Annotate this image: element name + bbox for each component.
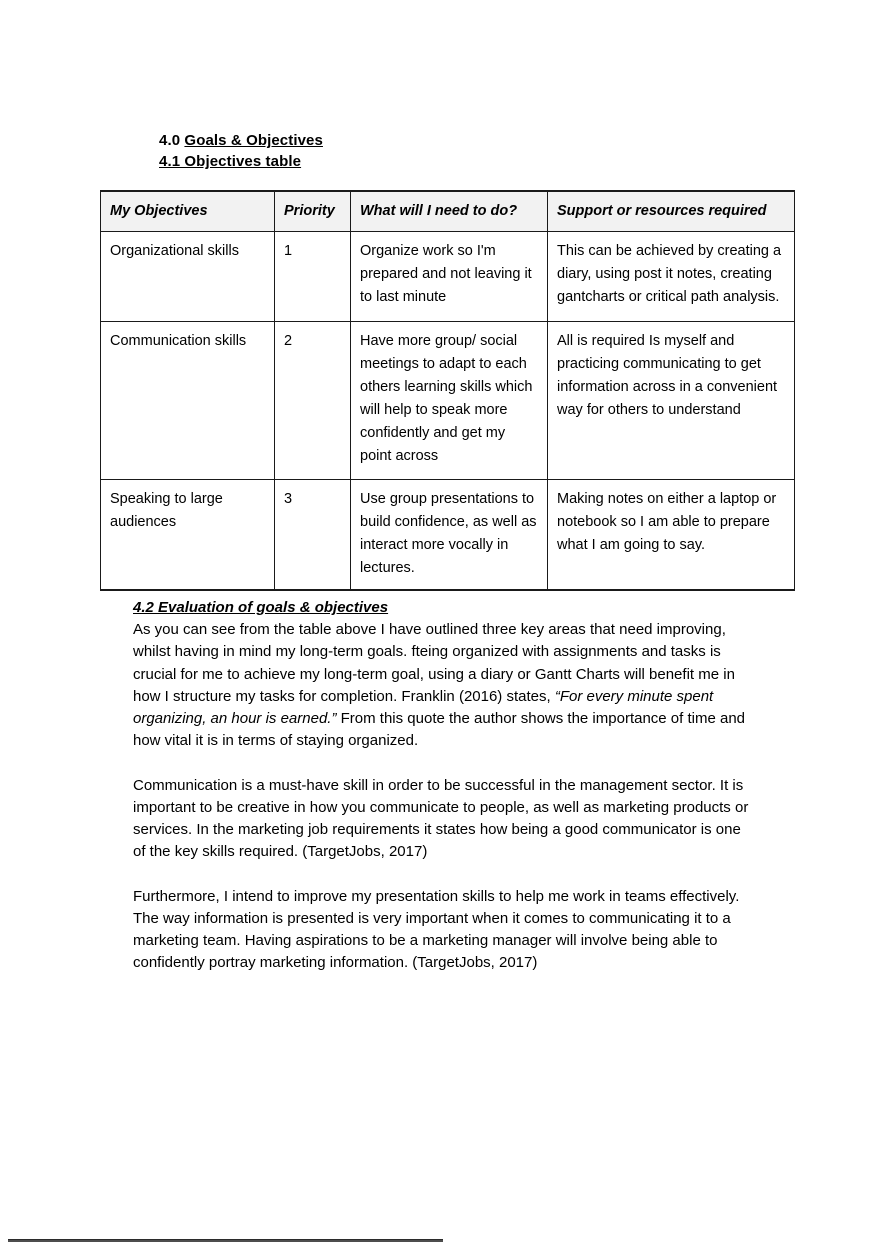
cell-support: Making notes on either a laptop or notebook so I am able to prepare what I am going to say. bbox=[548, 480, 795, 591]
paragraph-1-text-after-quote: From this quote the author shows the importance of time and how vital it is in terms of staying organized. bbox=[133, 710, 746, 750]
section-headings bbox=[159, 130, 323, 172]
cell-support: All is required Is myself and practicing communicating to get information across in a convenient way for others to understand bbox=[548, 322, 795, 480]
objectives-table-body bbox=[101, 232, 795, 591]
evaluation-paragraph-3: Furthermore, I intend to improve my presentation skills to help me work in teams effectively. The way information is presented is very important when it comes to communicating it to a marketing team. Having aspirations to be a marketing manager will involve being able to confidently portray marketing information. (TargetJobs, 2017) bbox=[133, 887, 740, 972]
paragraph-1-text-before-quote: As you can see from the table above I have outlined three key areas that need improving, whilst having in mind my long-term goals. fteing organized with assignments and tasks is crucial for me to achieve my long-term goal, using a diary or Gantt Charts will benefit me in how I structure my tasks for completion. Franklin (2016) states, bbox=[133, 621, 735, 705]
column-header-my-objectives: My Objectives bbox=[101, 191, 275, 232]
heading-4-1: 4.1 Objectives table bbox=[159, 153, 302, 170]
cell-what-to-do: Have more group/ social meetings to adapt to each others learning skills which will help to speak more confidently and get my point across bbox=[351, 322, 548, 480]
cell-priority: 2 bbox=[275, 322, 351, 480]
footer-divider bbox=[8, 1239, 443, 1242]
cell-priority: 3 bbox=[275, 480, 351, 591]
table-header-row bbox=[101, 191, 795, 232]
cell-support: This can be achieved by creating a diary, using post it notes, creating gantcharts or critical path analysis. bbox=[548, 232, 795, 322]
heading-4-0 bbox=[159, 130, 323, 151]
franklin-quote: “For every minute spent organizing, an hour is earned.” bbox=[133, 687, 714, 728]
heading-4-2: 4.2 Evaluation of goals & objectives bbox=[133, 599, 389, 616]
table-row bbox=[101, 232, 795, 322]
column-header-priority: Priority bbox=[275, 191, 351, 232]
column-header-support-or-resources-required: Support or resources required bbox=[548, 191, 795, 232]
evaluation-paragraph-2: Communication is a must-have skill in order to be successful in the management sector. It is important to be creative in how you communicate to people, as well as marketing products or services. In the marketing job requirements it states how being a good communicator is one of the key skills required. (TargetJobs, 2017) bbox=[133, 776, 749, 861]
evaluation-paragraph-1 bbox=[133, 619, 753, 752]
objectives-table-head bbox=[101, 191, 795, 232]
table-row bbox=[101, 480, 795, 591]
heading-4-0-title: Goals & Objectives bbox=[184, 132, 323, 149]
cell-objective: Communication skills bbox=[101, 322, 275, 480]
cell-objective: Organizational skills bbox=[101, 232, 275, 322]
objectives-table bbox=[100, 190, 795, 591]
table-row bbox=[101, 322, 795, 480]
cell-what-to-do: Use group presentations to build confidence, as well as interact more vocally in lectures. bbox=[351, 480, 548, 591]
column-header-what-will-i-need-to-do: What will I need to do? bbox=[351, 191, 548, 232]
evaluation-section bbox=[133, 597, 753, 974]
cell-priority: 1 bbox=[275, 232, 351, 322]
heading-4-0-number: 4.0 bbox=[159, 132, 185, 149]
cell-what-to-do: Organize work so I'm prepared and not leaving it to last minute bbox=[351, 232, 548, 322]
cell-objective: Speaking to large audiences bbox=[101, 480, 275, 591]
